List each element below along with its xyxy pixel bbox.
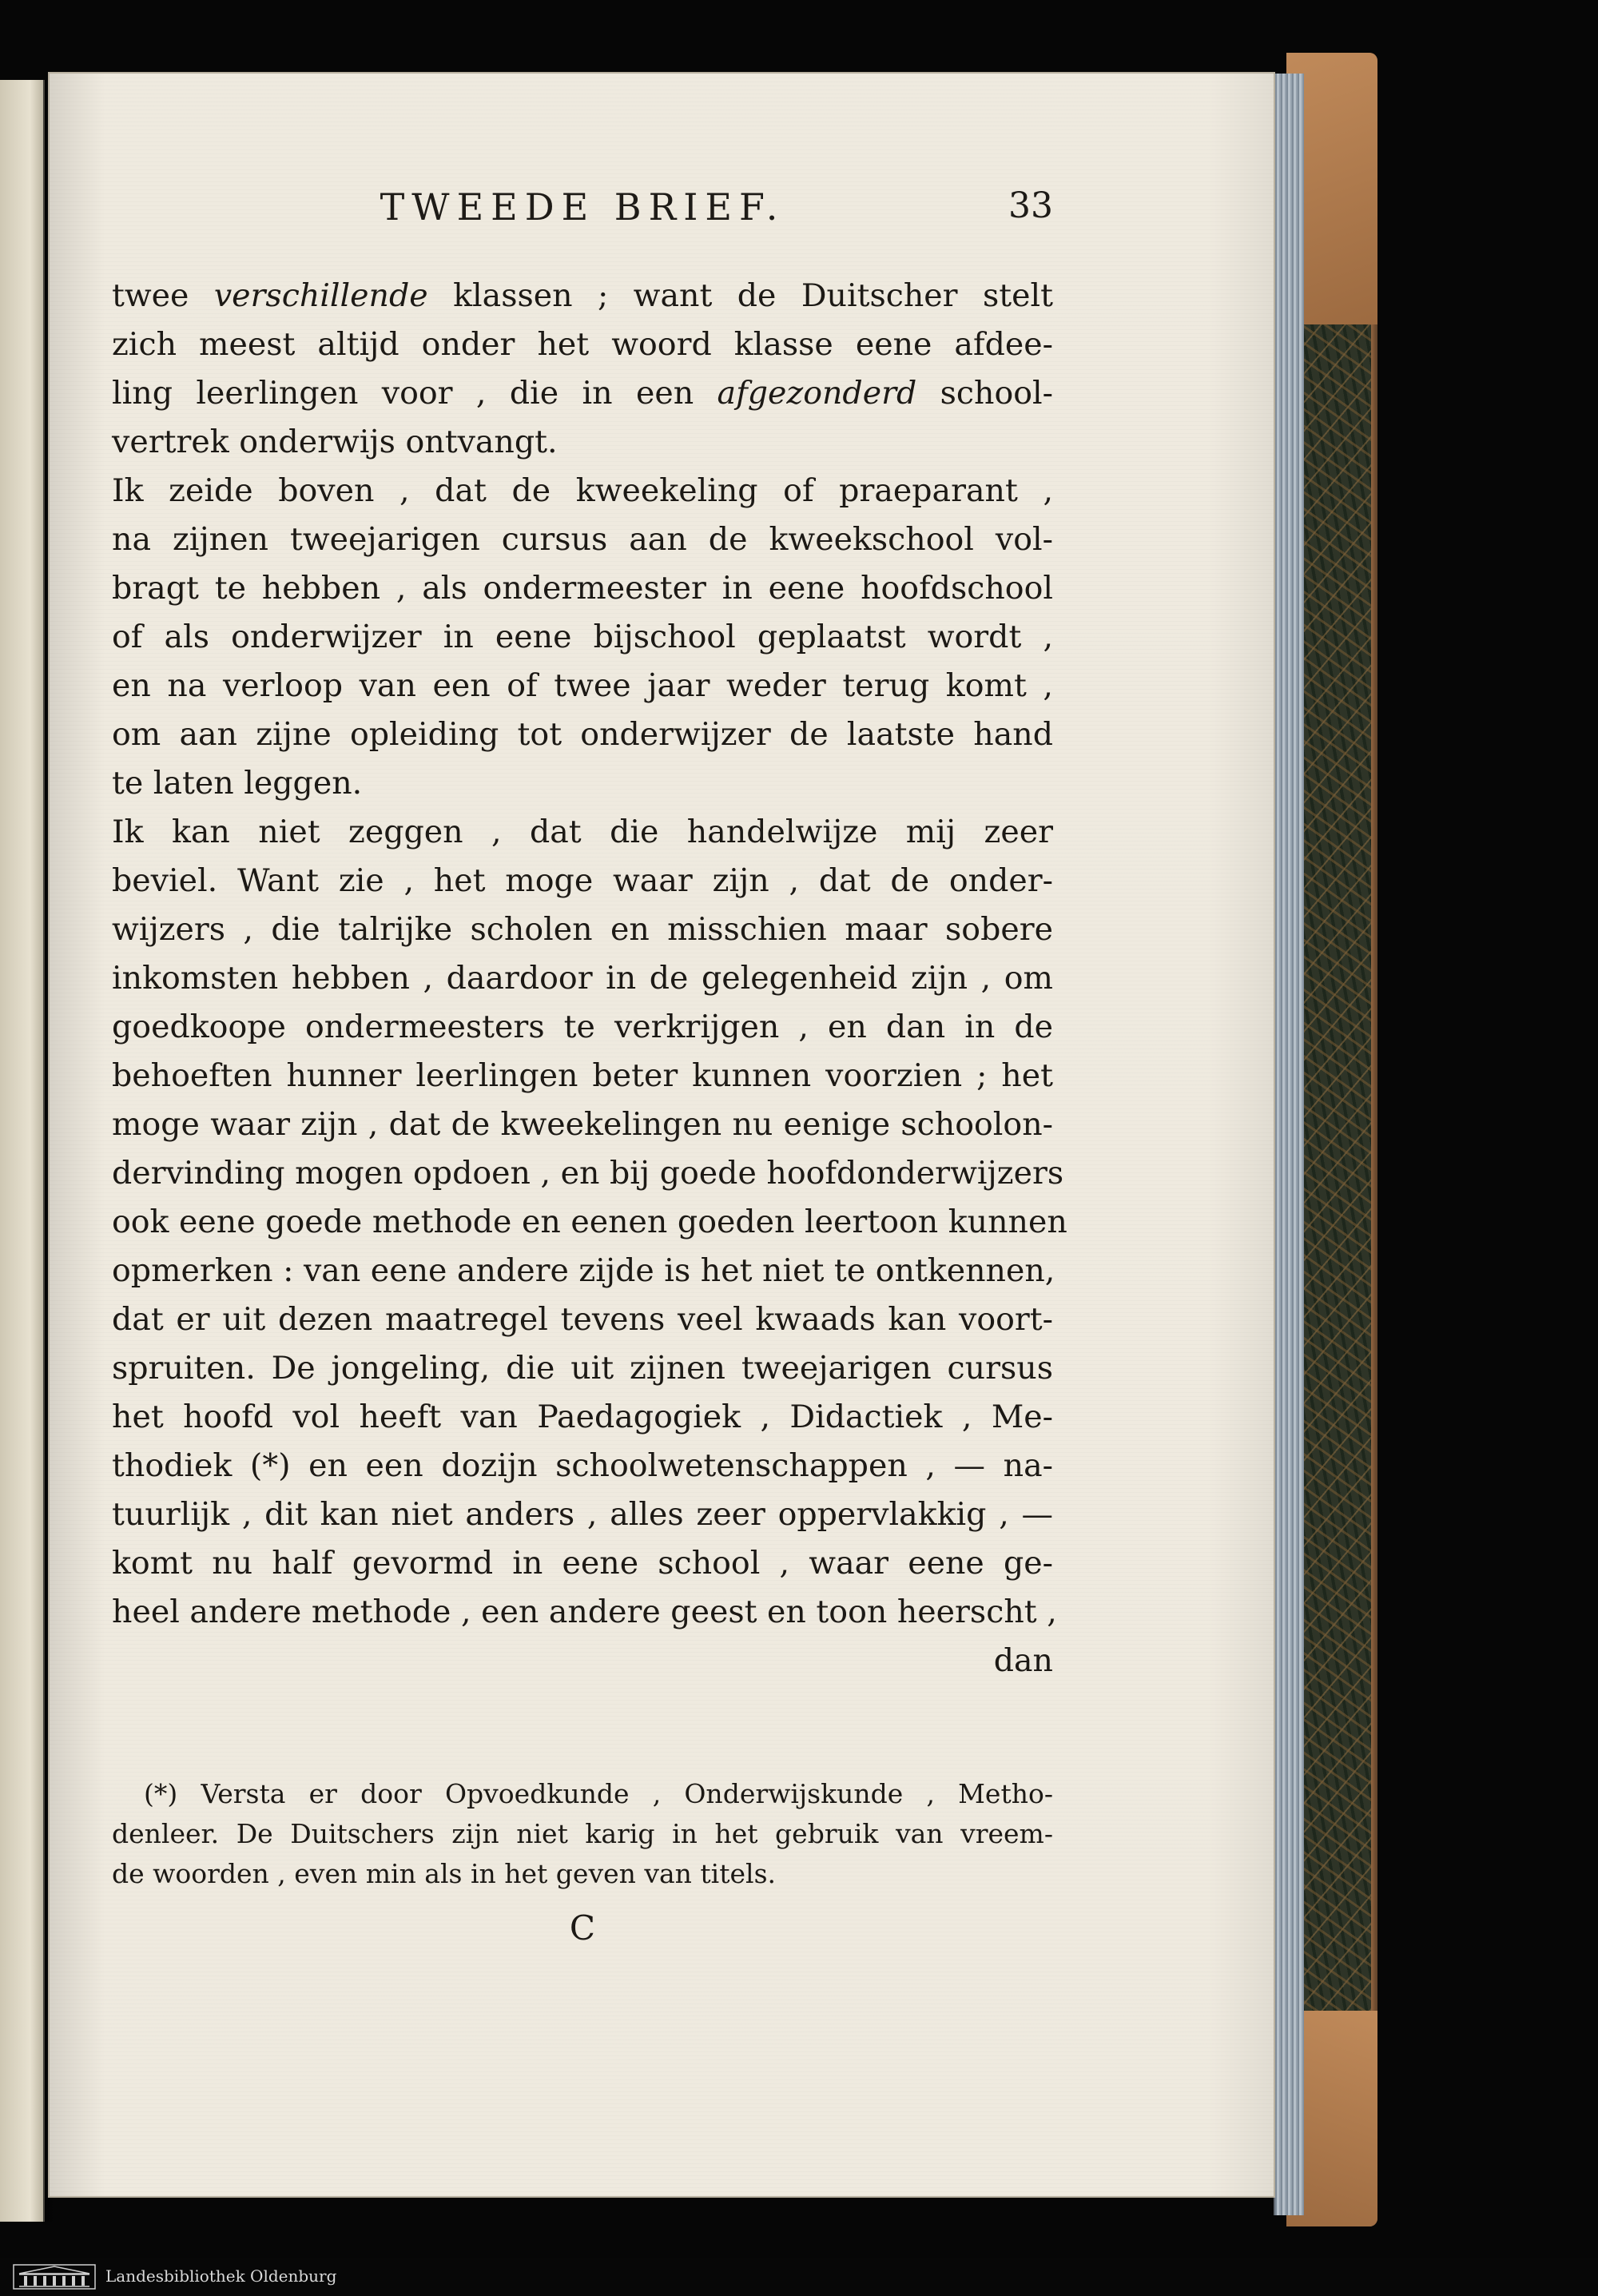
- body-text: [112, 272, 1067, 1685]
- text-line: [112, 710, 1053, 759]
- text-line: [112, 1539, 1053, 1588]
- text-segment: spruiten. De jongeling, die uit zijnen tweejarigen cursus: [112, 1350, 1053, 1387]
- text-line: [112, 1344, 1053, 1393]
- text-segment: komt nu half gevormd in eene school , waar eene ge-: [112, 1545, 1053, 1582]
- text-line: [112, 1490, 1053, 1539]
- text-segment: zich meest altijd onder het woord klasse eene afdee-: [112, 326, 1053, 363]
- text-line: [112, 905, 1053, 954]
- text-segment: bragt te hebben , als ondermeester in eene hoofdschool: [112, 570, 1053, 607]
- library-footer-bar: [0, 2258, 1598, 2296]
- text-line: [112, 1295, 1053, 1344]
- text-line: [112, 1247, 1053, 1295]
- text-segment: tuurlijk , dit kan niet anders , alles zeer oppervlakkig , —: [112, 1496, 1053, 1533]
- text-segment: klassen ; want de Duitscher stelt: [427, 277, 1053, 314]
- footnote: [112, 1774, 1053, 1894]
- library-building-icon: [13, 2264, 96, 2290]
- text-segment: te laten leggen.: [112, 765, 363, 802]
- text-line: [112, 613, 1053, 662]
- text-segment: het hoofd vol heeft van Paedagogiek , Didactiek , Me-: [112, 1399, 1053, 1435]
- text-segment: moge waar zijn , dat de kweekelingen nu eenige schoolon-: [112, 1106, 1053, 1143]
- text-segment: twee: [112, 277, 214, 314]
- text-segment: Ik zeide boven , dat de kweekeling of praeparant ,: [112, 472, 1053, 509]
- text-line: [112, 1149, 1064, 1198]
- text-line: [112, 857, 1053, 905]
- text-segment: inkomsten hebben , daardoor in de gelegenheid zijn , om: [112, 960, 1053, 997]
- text-segment: ling leerlingen voor , die in een: [112, 375, 718, 412]
- text-line: [112, 320, 1053, 369]
- text-segment: wijzers , die talrijke scholen en misschien maar sobere: [112, 911, 1053, 948]
- text-line: [112, 1393, 1053, 1442]
- text-line: [112, 272, 1053, 320]
- text-line: [112, 1588, 1057, 1637]
- text-segment: na zijnen tweejarigen cursus aan de kweekschool vol-: [112, 521, 1053, 558]
- running-head: [112, 185, 1053, 241]
- text-line: [112, 467, 1053, 515]
- page-number: 33: [1008, 185, 1053, 226]
- text-segment: of als onderwijzer in eene bijschool geplaatst wordt ,: [112, 619, 1053, 655]
- text-segment: behoeften hunner leerlingen beter kunnen voorzien ; het: [112, 1057, 1053, 1094]
- text-line: [112, 1198, 1067, 1247]
- text-line: [112, 1100, 1053, 1149]
- library-name: Landesbibliothek Oldenburg: [105, 2266, 337, 2286]
- text-segment: ook eene goede methode en eenen goeden leertoon kunnen: [112, 1204, 1067, 1240]
- previous-page-edge: [0, 80, 45, 2222]
- text-line: [112, 1003, 1053, 1052]
- text-segment: beviel. Want zie , het moge waar zijn , dat de onder-: [112, 862, 1053, 899]
- text-segment: opmerken : van eene andere zijde is het niet te ontkennen,: [112, 1252, 1055, 1289]
- text-segment: dan: [993, 1642, 1053, 1679]
- text-segment: heel andere methode , een andere geest en toon heerscht ,: [112, 1594, 1057, 1630]
- running-title: TWEEDE BRIEF.: [380, 185, 785, 229]
- text-segment: Ik kan niet zeggen , dat die handelwijze mij zeer: [112, 814, 1053, 850]
- text-segment: school-: [916, 375, 1053, 412]
- page-block-edges: [1274, 74, 1304, 2215]
- text-line: [112, 1637, 1053, 1685]
- italic-text-segment: verschillende: [213, 277, 428, 314]
- signature-mark: C: [569, 1908, 596, 1948]
- text-segment: dervinding mogen opdoen , en bij goede hoofdonderwijzers: [112, 1155, 1064, 1192]
- text-line: [112, 759, 1053, 808]
- text-line: [112, 1442, 1053, 1490]
- text-line: [112, 808, 1053, 857]
- text-segment: goedkoope ondermeesters te verkrijgen , en dan in de: [112, 1009, 1053, 1045]
- footnote-line: denleer. De Duitschers zijn niet karig in het gebruik van vreem-: [112, 1818, 1053, 1849]
- text-line: [112, 369, 1053, 418]
- footnote-line: de woorden , even min als in het geven van titels.: [112, 1858, 777, 1889]
- text-segment: om aan zijne opleiding tot onderwijzer de laatste hand: [112, 716, 1053, 753]
- text-line: [112, 662, 1053, 710]
- italic-text-segment: afgezonderd: [717, 375, 917, 412]
- footnote-line: (*) Versta er door Opvoedkunde , Onderwijskunde , Metho-: [144, 1778, 1053, 1809]
- text-line: [112, 418, 1053, 467]
- text-line: [112, 1052, 1053, 1100]
- text-line: [112, 954, 1053, 1003]
- text-segment: en na verloop van een of twee jaar weder terug komt ,: [112, 667, 1053, 704]
- text-segment: vertrek onderwijs ontvangt.: [112, 424, 558, 460]
- text-line: [112, 515, 1053, 564]
- text-segment: thodiek (*) en een dozijn schoolwetenschappen , — na-: [112, 1447, 1053, 1484]
- text-segment: dat er uit dezen maatregel tevens veel kwaads kan voort-: [112, 1301, 1053, 1338]
- text-line: [112, 564, 1053, 613]
